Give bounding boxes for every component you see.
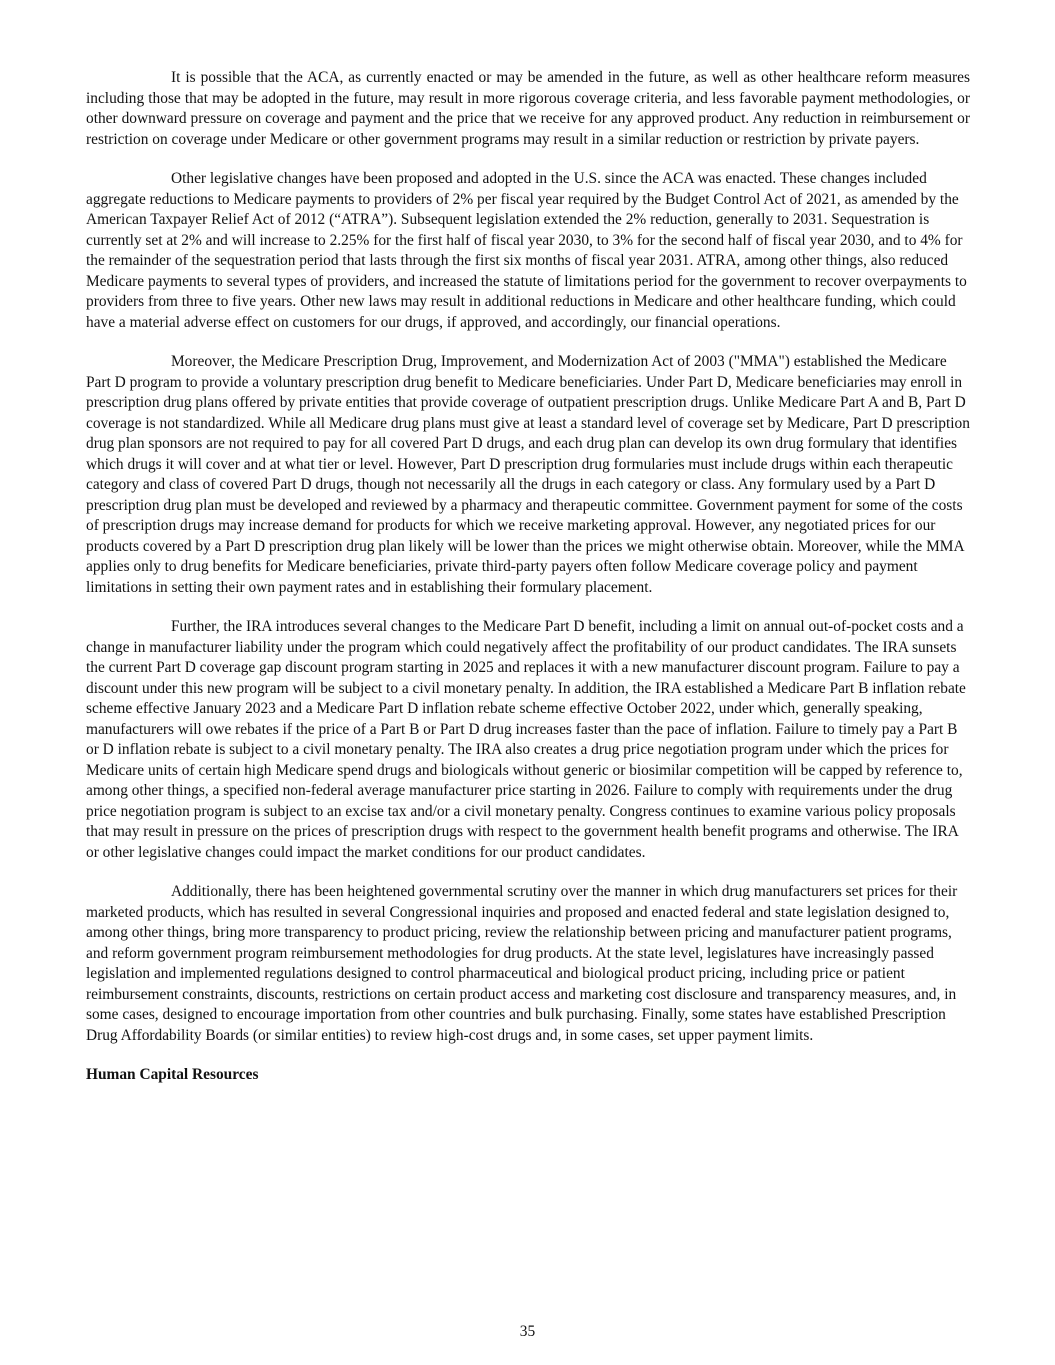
page-number: 35 <box>519 1323 536 1340</box>
paragraph-medicare-part-d: Moreover, the Medicare Prescription Drug, Improvement, and Modernization Act of 2003 ("MMA") established the Medicare Part D program to provide a voluntary prescription drug benefit to Medicare beneficiaries. Under Part D, Medicare beneficiaries may enroll in prescription drug plans offered by private entities that provide coverage of outpatient prescription drugs. Unlike Medicare Part A and B, Part D coverage is not standardized. While all Medicare drug plans must give at least a standard level of coverage set by Medicare, Part D prescription drug plan sponsors are not required to pay for all covered Part D drugs, and each drug plan can develop its own drug formulary that identifies which drugs it will cover and at what tier or level. However, Part D prescription drug formularies must include drugs within each therapeutic category and class of covered Part D drugs, though not necessarily all the drugs in each category or class. Any formulary used by a Part D prescription drug plan must be developed and reviewed by a pharmacy and therapeutic committee. Government payment for some of the costs of prescription drugs may increase demand for products for which we receive marketing approval. However, any negotiated prices for our products covered by a Part D prescription drug plan likely will be lower than the prices we might otherwise obtain. Moreover, while the MMA applies only to drug benefits for Medicare beneficiaries, private third-party payers often follow Medicare coverage policy and payment limitations in setting their own payment rates and in establishing their formulary placement. <box>86 353 970 596</box>
paragraph-ira-changes: Further, the IRA introduces several changes to the Medicare Part D benefit, including a limit on annual out-of-pocket costs and a change in manufacturer liability under the program which could negatively affect the profitability of our product candidates. The IRA sunsets the current Part D coverage gap discount program starting in 2025 and replaces it with a new manufacturer discount program. Failure to pay a discount under this new program will be subject to a civil monetary penalty. In addition, the IRA established a Medicare Part B inflation rebate scheme effective January 2023 and a Medicare Part D inflation rebate scheme effective October 2022, under which, generally speaking, manufacturers will owe rebates if the price of a Part B or Part D drug increases faster than the pace of inflation. Failure to timely pay a Part B or D inflation rebate is subject to a civil monetary penalty. The IRA also creates a drug price negotiation program under which the prices for Medicare units of certain high Medicare spend drugs and biologicals without generic or biosimilar competition will be capped by reference to, among other things, a specified non-federal average manufacturer price starting in 2026. Failure to comply with requirements under the drug price negotiation program is subject to an excise tax and/or a civil monetary penalty. Congress continues to examine various policy proposals that may result in pressure on the prices of prescription drugs with respect to the government health benefit programs and otherwise. The IRA or other legislative changes could impact the market conditions for our product candidates. <box>86 618 966 861</box>
document-body <box>86 68 970 1086</box>
paragraph-pricing-scrutiny: Additionally, there has been heightened governmental scrutiny over the manner in which drug manufacturers set prices for their marketed products, which has resulted in several Congressional inquiries and proposed and enacted federal and state legislation designed to, among other things, bring more transparency to product pricing, review the relationship between pricing and manufacturer patient programs, and reform government program reimbursement methodologies for drug products. At the state level, legislatures have increasingly passed legislation and implemented regulations designed to control pharmaceutical and biological product pricing, including price or patient reimbursement constraints, discounts, restrictions on certain product access and marketing cost disclosure and transparency measures, and, in some cases, designed to encourage importation from other countries and bulk purchasing. Finally, some states have established Prescription Drug Affordability Boards (or similar entities) to review high-cost drugs and, in some cases, set upper payment limits. <box>86 883 958 1044</box>
section-heading-human-capital: Human Capital Resources <box>86 1066 259 1083</box>
paragraph-legislative-changes: Other legislative changes have been proposed and adopted in the U.S. since the ACA was enacted. These changes included aggregate reductions to Medicare payments to providers of 2% per fiscal year required by the Budget Control Act of 2021, as amended by the American Taxpayer Relief Act of 2012 (“ATRA”). Subsequent legislation extended the 2% reduction, generally to 2031. Sequestration is currently set at 2% and will increase to 2.25% for the first half of fiscal year 2030, to 3% for the second half of fiscal year 2030, and to 4% for the remainder of the sequestration period that lasts through the first six months of fiscal year 2031. ATRA, among other things, also reduced Medicare payments to several types of providers, and increased the statute of limitations period for the government to recover overpayments to providers from three to five years. Other new laws may result in additional reductions in Medicare and other healthcare funding, which could have a material adverse effect on customers for our drugs, if approved, and accordingly, our financial operations. <box>86 170 967 331</box>
paragraph-aca-reform: It is possible that the ACA, as currently enacted or may be amended in the future, as well as other healthcare reform measures including those that may be adopted in the future, may result in more rigorous coverage criteria, and less favorable payment methodologies, or other downward pressure on coverage and payment and the price that we receive for any approved product. Any reduction in reimbursement or restriction on coverage under Medicare or other government programs may result in a similar reduction or restriction by private payers. <box>86 69 970 148</box>
